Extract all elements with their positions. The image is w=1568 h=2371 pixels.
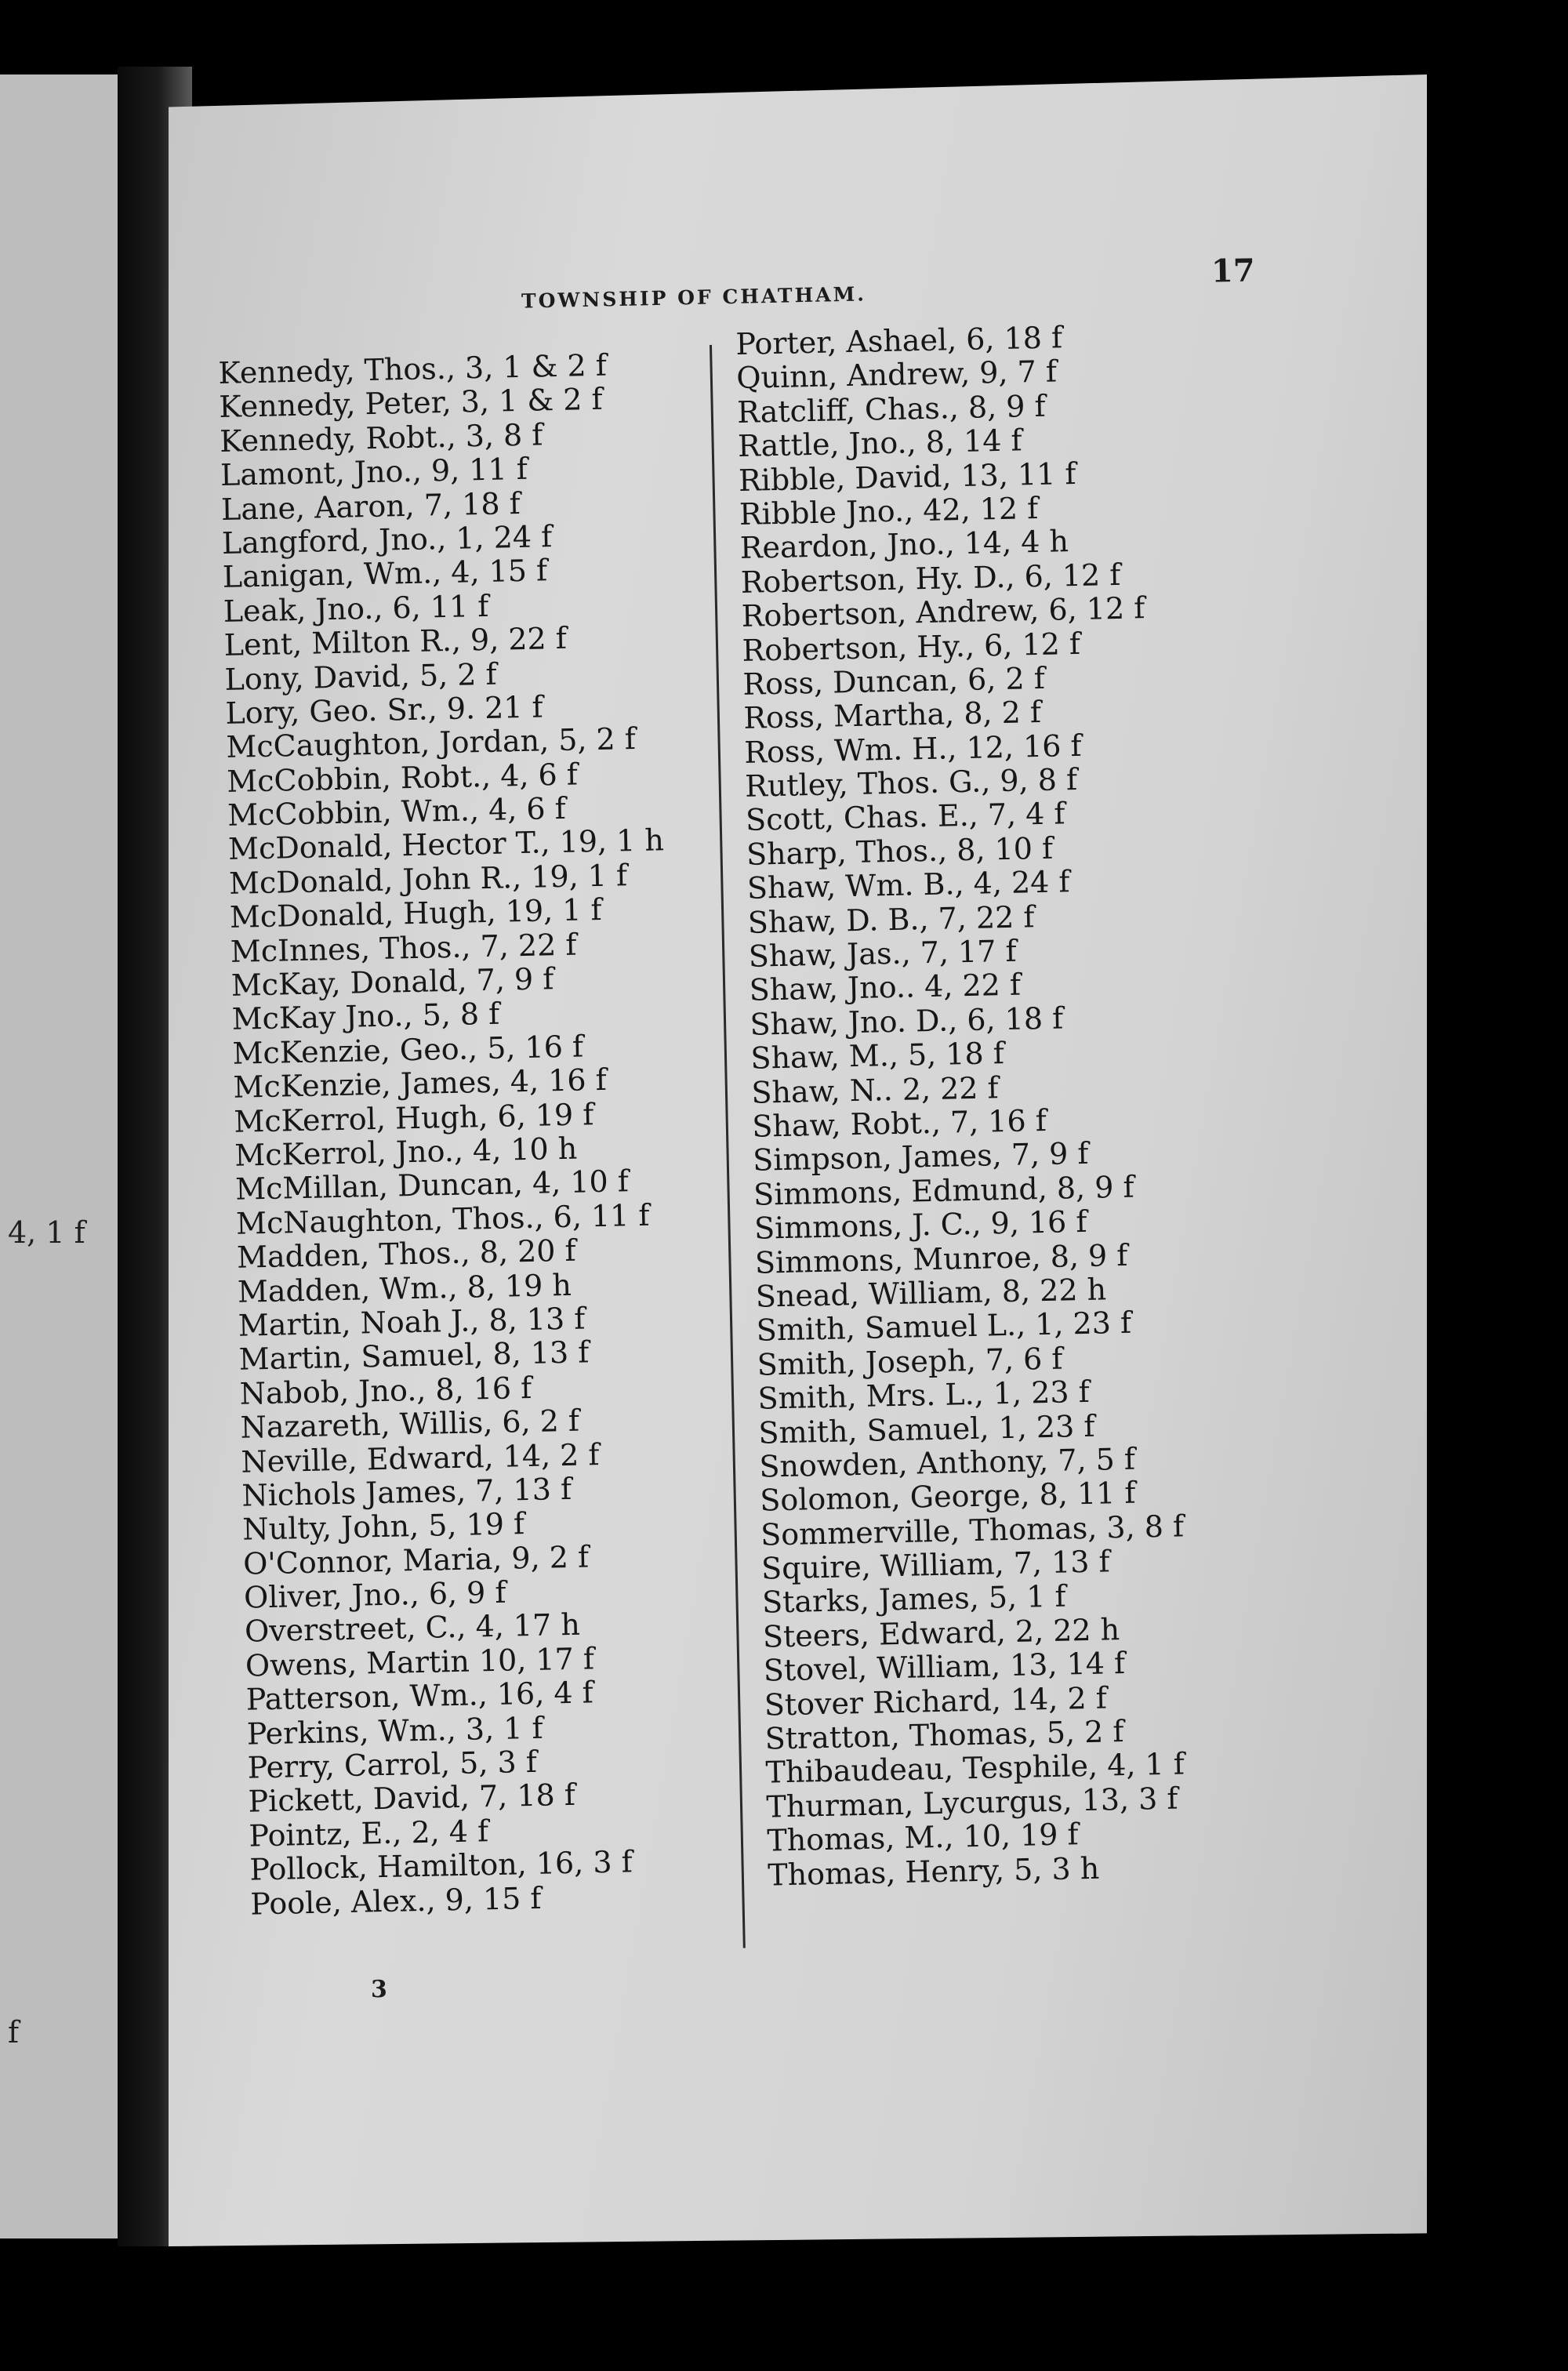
directory-entry: Thurman, Lycurgus, 13, 3 f bbox=[766, 1781, 1178, 1825]
directory-entry: Martin, Noah J., 8, 13 f bbox=[238, 1301, 586, 1343]
directory-entry: Robertson, Hy., 6, 12 f bbox=[742, 626, 1081, 668]
directory-entry: Robertson, Hy. D., 6, 12 f bbox=[740, 557, 1121, 600]
directory-entry: McKay, Donald, 7, 9 f bbox=[230, 961, 554, 1003]
directory-entry: McCaughton, Jordan, 5, 2 f bbox=[225, 721, 637, 765]
directory-entry: McDonald, Hugh, 19, 1 f bbox=[229, 892, 603, 935]
directory-entry: Simmons, Edmund, 8, 9 f bbox=[753, 1169, 1134, 1212]
directory-entry: Shaw, N.. 2, 22 f bbox=[750, 1069, 1000, 1110]
directory-entry: Kennedy, Thos., 3, 1 & 2 f bbox=[217, 347, 608, 390]
facing-page-fragment: 4, 1 f bbox=[8, 1215, 85, 1250]
signature-mark: 3 bbox=[371, 1976, 387, 2003]
directory-entry: Shaw, Robt., 7, 16 f bbox=[751, 1102, 1047, 1144]
directory-entry: McNaughton, Thos., 6, 11 f bbox=[235, 1197, 650, 1241]
directory-entry: Ribble, David, 13, 11 f bbox=[738, 456, 1076, 498]
directory-entry: Shaw, Jno. D., 6, 18 f bbox=[750, 1000, 1064, 1042]
directory-entry: Lamont, Jno., 9, 11 f bbox=[220, 451, 528, 493]
directory-entry: Kennedy, Robt., 3, 8 f bbox=[219, 417, 543, 459]
directory-entry: Shaw, Wm. B., 4, 24 f bbox=[746, 864, 1070, 906]
directory-entry: Stover Richard, 14, 2 f bbox=[764, 1680, 1108, 1723]
directory-entry: Pickett, David, 7, 18 f bbox=[248, 1777, 576, 1819]
directory-entry: Snead, William, 8, 22 h bbox=[755, 1272, 1107, 1314]
directory-entry: Oliver, Jno., 6, 9 f bbox=[243, 1574, 506, 1615]
directory-entry: Leak, Jno., 6, 11 f bbox=[223, 588, 489, 629]
directory-entry: Lony, David, 5, 2 f bbox=[224, 656, 498, 697]
directory-entry: Kennedy, Peter, 3, 1 & 2 f bbox=[218, 382, 603, 425]
right-column bbox=[735, 319, 1192, 1893]
directory-entry: Ratcliff, Chas., 8, 9 f bbox=[736, 388, 1047, 430]
directory-entry: Snowden, Anthony, 7, 5 f bbox=[758, 1441, 1136, 1484]
directory-entry: Ross, Martha, 8, 2 f bbox=[742, 695, 1042, 736]
directory-entry: Nichols James, 7, 13 f bbox=[241, 1471, 572, 1513]
directory-entry: Shaw, M., 5, 18 f bbox=[750, 1036, 1005, 1076]
directory-entry: Rattle, Jno., 8, 14 f bbox=[737, 423, 1023, 464]
directory-entry: Scott, Chas. E., 7, 4 f bbox=[745, 796, 1065, 838]
directory-entry: Perry, Carrol, 5, 3 f bbox=[247, 1744, 538, 1785]
directory-entry: McCobbin, Wm., 4, 6 f bbox=[227, 790, 567, 833]
directory-entry: Shaw, Jno.. 4, 22 f bbox=[749, 967, 1022, 1008]
directory-entry: Perkins, Wm., 3, 1 f bbox=[246, 1710, 543, 1752]
directory-entry: Stratton, Thomas, 5, 2 f bbox=[764, 1714, 1124, 1756]
directory-entry: Shaw, Jas., 7, 17 f bbox=[748, 933, 1017, 974]
directory-entry: McKerrol, Jno., 4, 10 h bbox=[234, 1131, 578, 1173]
directory-entry: Quinn, Andrew, 9, 7 f bbox=[735, 354, 1058, 396]
directory-entry: Thomas, Henry, 5, 3 h bbox=[767, 1850, 1100, 1893]
directory-entry: McKay Jno., 5, 8 f bbox=[231, 997, 500, 1037]
directory-entry: McKenzie, James, 4, 16 f bbox=[233, 1062, 608, 1105]
directory-entry: Ross, Wm. H., 12, 16 f bbox=[743, 728, 1083, 770]
directory-entry: Robertson, Andrew, 6, 12 f bbox=[741, 590, 1145, 634]
directory-entry: Owens, Martin 10, 17 f bbox=[245, 1641, 595, 1683]
page-number: 17 bbox=[1210, 252, 1256, 290]
directory-entry: Solomon, George, 8, 11 f bbox=[759, 1475, 1136, 1518]
directory-entry: Madden, Thos., 8, 20 f bbox=[236, 1233, 577, 1275]
left-column bbox=[218, 347, 687, 1921]
directory-entry: Thibaudeau, Tesphile, 4, 1 f bbox=[765, 1746, 1185, 1790]
directory-entry: Smith, Samuel, 1, 23 f bbox=[758, 1408, 1095, 1451]
directory-entry: Smith, Mrs. L., 1, 23 f bbox=[757, 1374, 1091, 1416]
directory-entry: Madden, Wm., 8, 19 h bbox=[237, 1267, 572, 1309]
directory-entry: McInnes, Thos., 7, 22 f bbox=[230, 927, 577, 969]
directory-entry: Poole, Alex., 9, 15 f bbox=[249, 1880, 542, 1922]
directory-entry: Smith, Joseph, 7, 6 f bbox=[757, 1341, 1063, 1382]
facing-page-fragment: f bbox=[8, 2015, 20, 2050]
directory-entry: Thomas, M., 10, 19 f bbox=[766, 1817, 1079, 1858]
directory-entry: McDonald, Hector T., 19, 1 h bbox=[227, 822, 665, 867]
directory-entry: Langford, Jno., 1, 24 f bbox=[221, 519, 553, 561]
directory-entry: Rutley, Thos. G., 9, 8 f bbox=[744, 762, 1078, 804]
directory-entry: Nulty, John, 5, 19 f bbox=[241, 1506, 525, 1547]
directory-entry: Martin, Samuel, 8, 13 f bbox=[238, 1334, 590, 1378]
directory-entry: Lanigan, Wm., 4, 15 f bbox=[222, 553, 548, 595]
directory-entry: Patterson, Wm., 16, 4 f bbox=[245, 1675, 594, 1717]
directory-entry: McKenzie, Geo., 5, 16 f bbox=[232, 1029, 584, 1071]
directory-entry: Ross, Duncan, 6, 2 f bbox=[742, 660, 1046, 702]
directory-entry: Simpson, James, 7, 9 f bbox=[752, 1136, 1089, 1178]
directory-entry: Sommerville, Thomas, 3, 8 f bbox=[760, 1509, 1185, 1552]
facing-page bbox=[0, 74, 125, 2238]
directory-entry: Simmons, J. C., 9, 16 f bbox=[753, 1204, 1087, 1246]
directory-entry: Squire, William, 7, 13 f bbox=[760, 1544, 1111, 1586]
directory-entry: Smith, Samuel L., 1, 23 f bbox=[756, 1305, 1132, 1349]
directory-entry: Shaw, D. B., 7, 22 f bbox=[747, 899, 1035, 940]
directory-entry: Lory, Geo. Sr., 9. 21 f bbox=[225, 689, 544, 731]
directory-entry: Nabob, Jno., 8, 16 f bbox=[239, 1370, 532, 1411]
directory-entry: McCobbin, Robt., 4, 6 f bbox=[226, 757, 579, 799]
directory-entry: McDonald, John R., 19, 1 f bbox=[228, 858, 628, 901]
directory-entry: Porter, Ashael, 6, 18 f bbox=[735, 320, 1063, 361]
directory-entry: Nazareth, Willis, 6, 2 f bbox=[240, 1403, 580, 1445]
directory-entry: Sharp, Thos., 8, 10 f bbox=[746, 830, 1054, 872]
directory-entry: Lane, Aaron, 7, 18 f bbox=[220, 485, 521, 527]
directory-entry: Steers, Edward, 2, 22 h bbox=[762, 1611, 1120, 1654]
directory-entry: Starks, James, 5, 1 f bbox=[761, 1578, 1066, 1621]
directory-entry: Overstreet, C., 4, 17 h bbox=[244, 1607, 581, 1650]
directory-entry: Lent, Milton R., 9, 22 f bbox=[223, 620, 568, 663]
directory-entry: Stovel, William, 13, 14 f bbox=[763, 1646, 1126, 1688]
directory-entry: O'Connor, Maria, 9, 2 f bbox=[242, 1539, 590, 1581]
directory-entry: McKerrol, Hugh, 6, 19 f bbox=[233, 1096, 594, 1139]
directory-entry: Simmons, Munroe, 8, 9 f bbox=[754, 1237, 1128, 1280]
directory-entry: Reardon, Jno., 14, 4 h bbox=[739, 524, 1069, 566]
running-head: TOWNSHIP OF CHATHAM. bbox=[521, 282, 867, 313]
directory-entry: Pollock, Hamilton, 16, 3 f bbox=[249, 1844, 633, 1887]
directory-entry: Neville, Edward, 14, 2 f bbox=[241, 1436, 600, 1480]
directory-entry: Ribble Jno., 42, 12 f bbox=[739, 490, 1039, 532]
directory-entry: McMillan, Duncan, 4, 10 f bbox=[234, 1164, 630, 1207]
directory-entry: Pointz, E., 2, 4 f bbox=[249, 1813, 489, 1854]
